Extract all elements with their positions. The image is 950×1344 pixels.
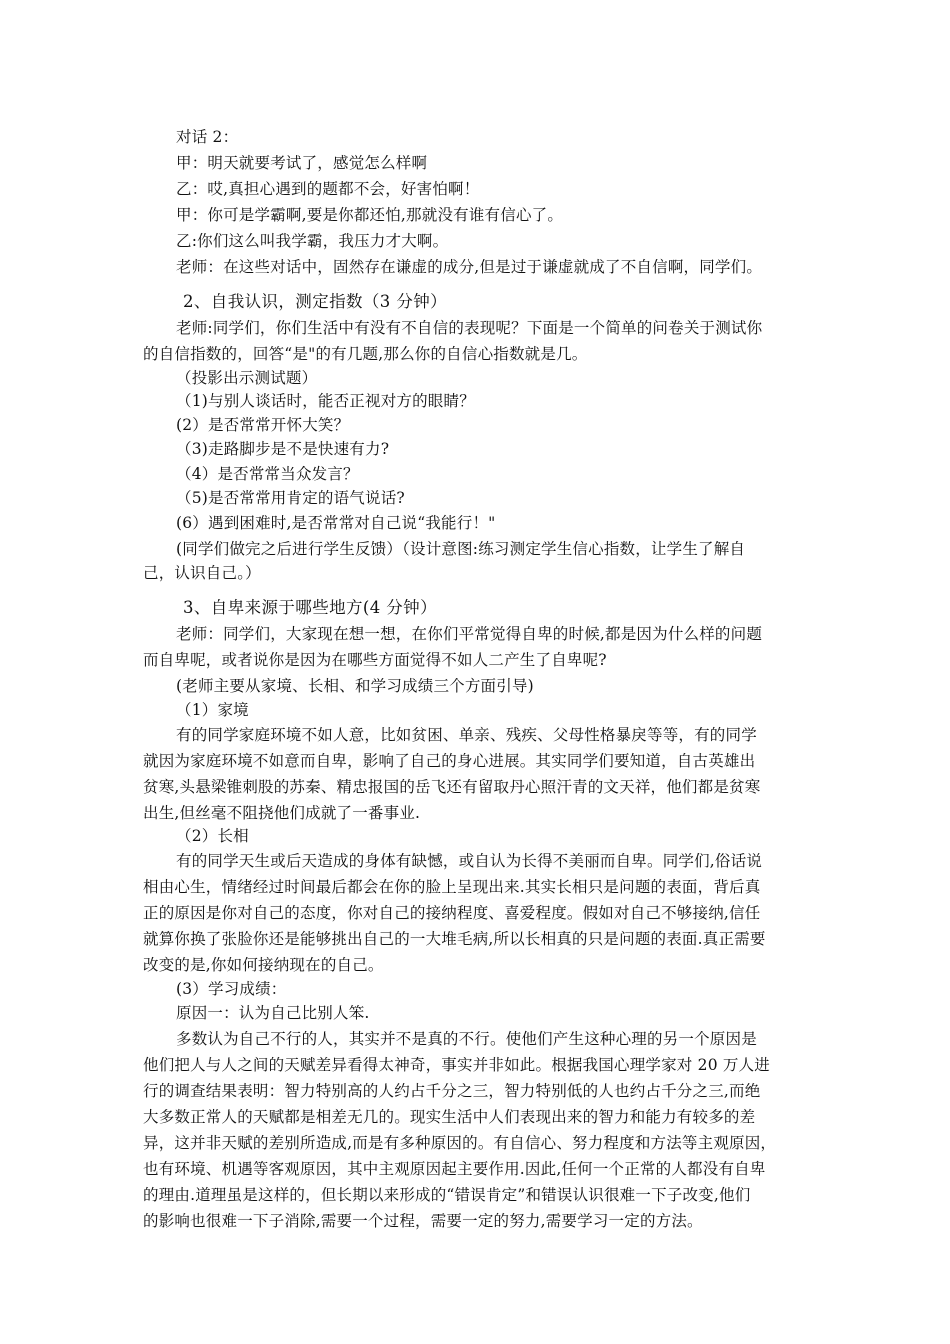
paragraph-line: 相由心生，情绪经过时间最后都会在你的脸上呈现出来.其实长相只是问题的表面，背后真: [143, 878, 761, 896]
paragraph-line: 他们把人与人之间的天赋差异看得太神奇，事实并非如此。根据我国心理学家对 20 万人进: [143, 1056, 770, 1074]
paragraph-line: 就因为家庭环境不如意而自卑，影响了自己的身心进展。其实同学们要知道，自古英雄出: [143, 752, 756, 770]
test-question: （3)走路脚步是不是快速有力?: [176, 440, 390, 458]
paragraph-line: 有的同学天生或后天造成的身体有缺憾，或自认为长得不美丽而自卑。同学们,俗话说: [176, 852, 763, 870]
paragraph-line: 行的调查结果表明：智力特别高的人约占千分之三，智力特别低的人也约占千分之三,而绝: [143, 1082, 761, 1100]
dialogue-line: 甲：明天就要考试了，感觉怎么样啊: [176, 154, 428, 172]
subheading: （1）家境: [176, 701, 249, 719]
paragraph-line: 老师:同学们，你们生活中有没有不自信的表现呢？下面是一个简单的问卷关于测试你: [176, 319, 763, 337]
paragraph-line: 多数认为自己不行的人，其实并不是真的不行。使他们产生这种心理的另一个原因是: [176, 1030, 757, 1048]
dialogue-line: 乙：哎,真担心遇到的题都不会，好害怕啊！: [176, 180, 480, 198]
paragraph-line: 也有环境、机遇等客观原因，其中主观原因起主要作用.因此,任何一个正常的人都没有自卑: [143, 1160, 766, 1178]
paragraph-line: 而自卑呢，或者说你是因为在哪些方面觉得不如人二产生了自卑呢?: [143, 651, 607, 669]
subheading: (3）学习成绩：: [176, 980, 287, 998]
section-heading: 2、自我认识，测定指数（3 分钟）: [183, 292, 448, 311]
paragraph-line: 老师：同学们，大家现在想一想，在你们平常觉得自卑的时候,都是因为什么样的问题: [176, 625, 763, 643]
paragraph-line: 贫寒,头悬梁锥刺股的苏秦、精忠报国的岳飞还有留取丹心照汗青的文天祥，他们都是贫寒: [143, 778, 761, 796]
dialogue-line: 乙:你们这么叫我学霸，我压力才大啊。: [176, 232, 449, 250]
paragraph-line: 的理由.道理虽是这样的，但长期以来形成的“错误肯定”和错误认识很难一下子改变,他们: [143, 1186, 751, 1204]
paragraph-line: 己，认识自己。）: [143, 564, 261, 582]
paragraph-line: (同学们做完之后进行学生反馈）（设计意图:练习测定学生信心指数，让学生了解自: [176, 540, 746, 558]
test-question: （4）是否常常当众发言？: [176, 465, 359, 483]
dialogue-line: 甲：你可是学霸啊,要是你都还怕,那就没有谁有信心了。: [176, 206, 564, 224]
reason-line: 原因一：认为自己比别人笨.: [176, 1004, 370, 1022]
paragraph-line: 的影响也很难一下子消除,需要一个过程，需要一定的努力,需要学习一定的方法。: [143, 1212, 703, 1230]
paragraph-line: 正的原因是你对自己的态度，你对自己的接纳程度、喜爱程度。假如对自己不够接纳,信任: [143, 904, 761, 922]
paragraph-line: 有的同学家庭环境不如人意，比如贫困、单亲、残疾、父母性格暴戾等等，有的同学: [176, 726, 757, 744]
dialogue-title: 对话 2：: [176, 128, 239, 146]
projection-note: （投影出示测试题）: [176, 369, 318, 387]
teacher-line: 老师：在这些对话中，固然存在谦虚的成分,但是过于谦虚就成了不自信啊，同学们。: [176, 258, 763, 276]
paragraph-line: 就算你换了张脸你还是能够挑出自己的一大堆毛病,所以长相真的只是问题的表面.真正需要: [143, 930, 766, 948]
test-question: （5)是否常常用肯定的语气说话?: [176, 489, 405, 507]
test-question: （1)与别人谈话时，能否正视对方的眼睛？: [176, 392, 475, 410]
paragraph-line: 大多数正常人的天赋都是相差无几的。现实生活中人们表现出来的智力和能力有较多的差: [143, 1108, 756, 1126]
paragraph-line: 出生,但丝毫不阻挠他们成就了一番事业.: [143, 804, 421, 822]
paragraph-line: 改变的是,你如何接纳现在的自己。: [143, 956, 384, 974]
guide-note: (老师主要从家境、长相、和学习成绩三个方面引导): [176, 677, 534, 695]
section-heading: 3、自卑来源于哪些地方(4 分钟）: [183, 598, 437, 617]
paragraph-line: 的自信指数的，回答“是"的有几题,那么你的自信心指数就是几。: [143, 345, 588, 363]
test-question: (2）是否常常开怀大笑？: [176, 416, 350, 434]
subheading: （2）长相: [176, 827, 249, 845]
paragraph-line: 异，这并非天赋的差别所造成,而是有多种原因的。有自信心、努力程度和方法等主观原因，: [143, 1134, 777, 1152]
test-question: (6）遇到困难时,是否常常对自己说“我能行！": [176, 514, 496, 532]
